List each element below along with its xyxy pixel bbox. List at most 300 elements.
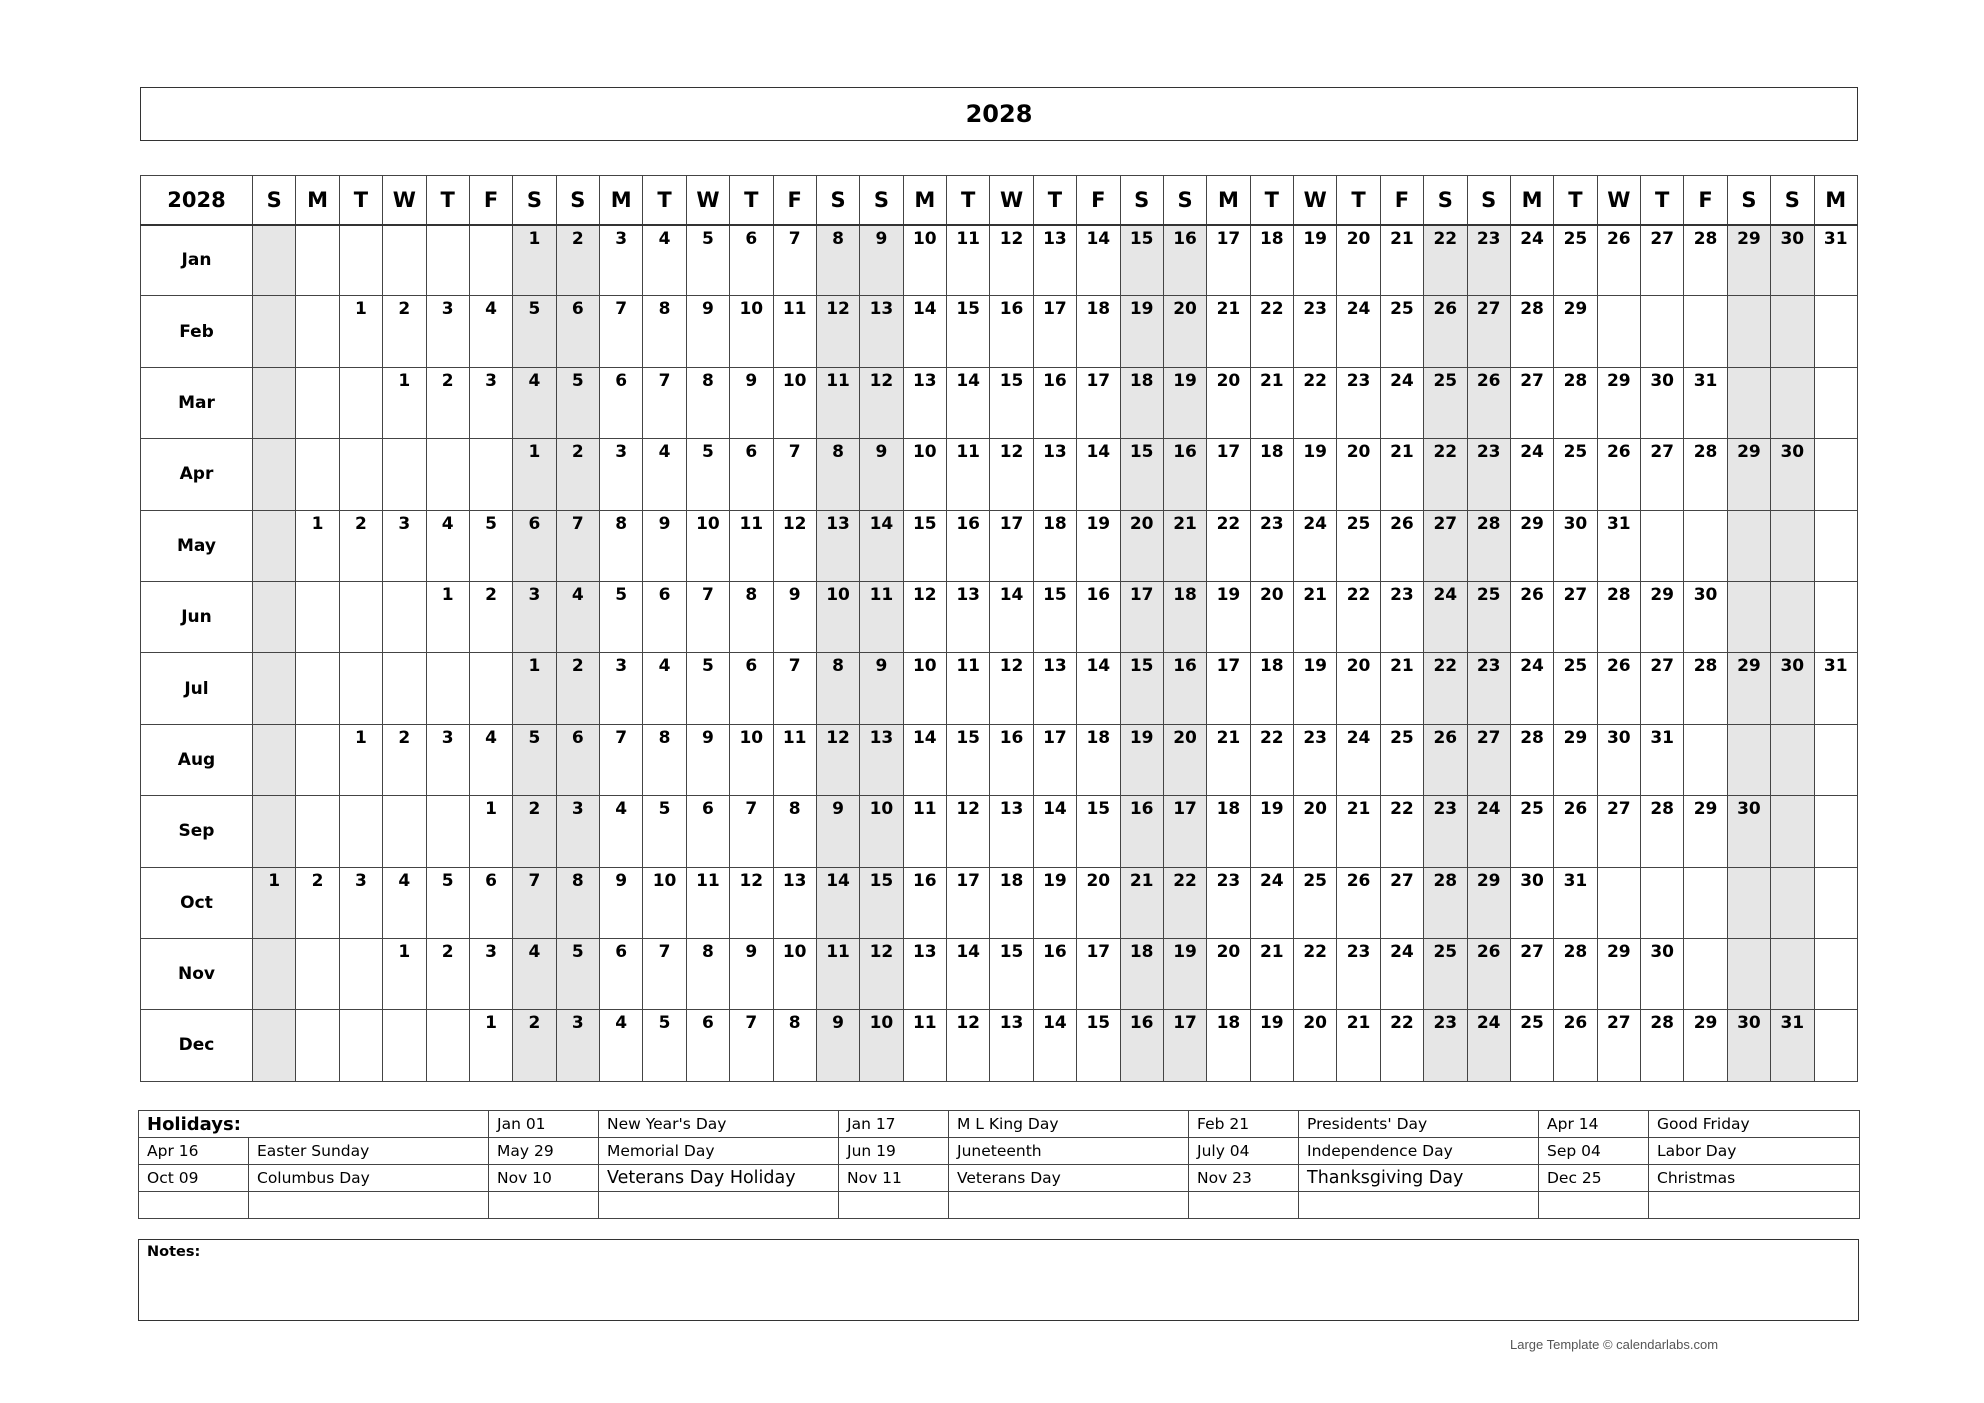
- day-cell: 17: [1207, 439, 1250, 510]
- month-row: [141, 225, 1858, 296]
- day-cell: 9: [816, 1010, 859, 1081]
- day-cell: 19: [1120, 296, 1163, 367]
- day-cell: 20: [1337, 653, 1380, 724]
- day-cell: 20: [1077, 867, 1120, 938]
- holiday-name: Christmas: [1649, 1165, 1860, 1192]
- day-cell: 11: [903, 796, 946, 867]
- day-cell: 10: [730, 296, 773, 367]
- day-cell: 10: [903, 653, 946, 724]
- empty-day-cell: [383, 581, 426, 652]
- empty-day-cell: [1814, 367, 1858, 438]
- day-cell: 16: [990, 724, 1033, 795]
- weekday-header-cell: S: [1120, 176, 1163, 225]
- empty-day-cell: [1727, 510, 1770, 581]
- day-cell: 2: [383, 724, 426, 795]
- day-cell: 7: [600, 724, 643, 795]
- day-cell: 5: [513, 724, 556, 795]
- holiday-name: [249, 1192, 489, 1219]
- day-cell: 16: [947, 510, 990, 581]
- day-cell: 17: [1120, 581, 1163, 652]
- day-cell: 26: [1510, 581, 1553, 652]
- day-cell: 2: [513, 796, 556, 867]
- empty-day-cell: [1814, 581, 1858, 652]
- day-cell: 27: [1510, 938, 1553, 1009]
- day-cell: 19: [1294, 439, 1337, 510]
- day-cell: 17: [1077, 367, 1120, 438]
- empty-day-cell: [426, 225, 469, 296]
- year-label: 2028: [141, 176, 253, 225]
- holiday-date: Nov 23: [1189, 1165, 1299, 1192]
- month-row: [141, 1010, 1858, 1081]
- holiday-name: Good Friday: [1649, 1111, 1860, 1138]
- day-cell: 6: [513, 510, 556, 581]
- empty-day-cell: [1771, 581, 1814, 652]
- day-cell: 19: [1250, 796, 1293, 867]
- day-cell: 8: [816, 225, 859, 296]
- day-cell: 10: [860, 796, 903, 867]
- day-cell: 23: [1250, 510, 1293, 581]
- day-cell: 5: [513, 296, 556, 367]
- day-cell: 19: [1294, 653, 1337, 724]
- day-cell: 28: [1510, 724, 1553, 795]
- day-cell: 24: [1337, 296, 1380, 367]
- day-cell: 17: [1033, 296, 1076, 367]
- empty-day-cell: [1814, 296, 1858, 367]
- holiday-date: Jan 01: [489, 1111, 599, 1138]
- day-cell: 20: [1120, 510, 1163, 581]
- holiday-row: [139, 1165, 1860, 1192]
- day-cell: 11: [816, 938, 859, 1009]
- day-cell: 6: [469, 867, 512, 938]
- day-cell: 18: [1077, 724, 1120, 795]
- day-cell: 22: [1424, 225, 1467, 296]
- day-cell: 19: [1250, 1010, 1293, 1081]
- day-cell: 6: [556, 724, 599, 795]
- holiday-date: [839, 1192, 949, 1219]
- day-cell: 22: [1294, 367, 1337, 438]
- weekday-header-row: [141, 176, 1858, 225]
- day-cell: 16: [1163, 439, 1206, 510]
- day-cell: 25: [1294, 867, 1337, 938]
- day-cell: 2: [426, 938, 469, 1009]
- day-cell: 9: [860, 439, 903, 510]
- day-cell: 12: [773, 510, 816, 581]
- day-cell: 6: [730, 653, 773, 724]
- day-cell: 8: [600, 510, 643, 581]
- day-cell: 14: [903, 724, 946, 795]
- day-cell: 1: [339, 296, 382, 367]
- day-cell: 15: [990, 938, 1033, 1009]
- day-cell: 17: [1077, 938, 1120, 1009]
- day-cell: 20: [1207, 938, 1250, 1009]
- day-cell: 9: [686, 724, 729, 795]
- day-cell: 31: [1771, 1010, 1814, 1081]
- empty-day-cell: [339, 439, 382, 510]
- day-cell: 26: [1597, 653, 1640, 724]
- holiday-row: [139, 1192, 1860, 1219]
- empty-day-cell: [1727, 867, 1770, 938]
- month-row: [141, 367, 1858, 438]
- day-cell: 16: [1163, 653, 1206, 724]
- empty-day-cell: [426, 653, 469, 724]
- day-cell: 16: [1033, 367, 1076, 438]
- weekday-header-cell: W: [990, 176, 1033, 225]
- day-cell: 10: [686, 510, 729, 581]
- day-cell: 27: [1467, 296, 1510, 367]
- day-cell: 22: [1294, 938, 1337, 1009]
- month-label: Sep: [141, 796, 253, 867]
- day-cell: 9: [686, 296, 729, 367]
- day-cell: 12: [860, 367, 903, 438]
- weekday-header-cell: T: [1337, 176, 1380, 225]
- day-cell: 24: [1510, 225, 1553, 296]
- empty-day-cell: [1727, 296, 1770, 367]
- month-row: [141, 296, 1858, 367]
- day-cell: 16: [1033, 938, 1076, 1009]
- day-cell: 4: [469, 724, 512, 795]
- empty-day-cell: [296, 1010, 339, 1081]
- holiday-date: Oct 09: [139, 1165, 249, 1192]
- weekday-header-cell: F: [773, 176, 816, 225]
- holiday-date: Jun 19: [839, 1138, 949, 1165]
- day-cell: 1: [513, 225, 556, 296]
- day-cell: 3: [600, 439, 643, 510]
- day-cell: 12: [860, 938, 903, 1009]
- day-cell: 7: [773, 225, 816, 296]
- day-cell: 5: [643, 1010, 686, 1081]
- day-cell: 21: [1380, 653, 1423, 724]
- day-cell: 16: [990, 296, 1033, 367]
- day-cell: 27: [1467, 724, 1510, 795]
- empty-day-cell: [1684, 296, 1727, 367]
- day-cell: 4: [643, 225, 686, 296]
- day-cell: 26: [1424, 296, 1467, 367]
- day-cell: 3: [426, 724, 469, 795]
- day-cell: 21: [1250, 938, 1293, 1009]
- day-cell: 18: [990, 867, 1033, 938]
- day-cell: 1: [426, 581, 469, 652]
- day-cell: 7: [730, 1010, 773, 1081]
- day-cell: 8: [556, 867, 599, 938]
- day-cell: 13: [990, 796, 1033, 867]
- day-cell: 29: [1684, 1010, 1727, 1081]
- day-cell: 21: [1294, 581, 1337, 652]
- day-cell: 17: [1163, 796, 1206, 867]
- day-cell: 1: [296, 510, 339, 581]
- empty-day-cell: [383, 439, 426, 510]
- day-cell: 14: [1033, 1010, 1076, 1081]
- day-cell: 7: [730, 796, 773, 867]
- day-cell: 31: [1684, 367, 1727, 438]
- day-cell: 15: [1120, 653, 1163, 724]
- day-cell: 8: [643, 724, 686, 795]
- weekday-header-cell: M: [296, 176, 339, 225]
- day-cell: 27: [1510, 367, 1553, 438]
- day-cell: 24: [1467, 796, 1510, 867]
- day-cell: 9: [860, 653, 903, 724]
- day-cell: 27: [1597, 1010, 1640, 1081]
- day-cell: 25: [1380, 724, 1423, 795]
- day-cell: 5: [643, 796, 686, 867]
- day-cell: 7: [600, 296, 643, 367]
- day-cell: 29: [1597, 938, 1640, 1009]
- day-cell: 12: [947, 1010, 990, 1081]
- day-cell: 15: [990, 367, 1033, 438]
- weekday-header-cell: S: [1771, 176, 1814, 225]
- empty-day-cell: [1771, 796, 1814, 867]
- day-cell: 13: [860, 296, 903, 367]
- day-cell: 14: [1033, 796, 1076, 867]
- empty-day-cell: [1814, 439, 1858, 510]
- day-cell: 22: [1163, 867, 1206, 938]
- day-cell: 23: [1294, 724, 1337, 795]
- weekday-header-cell: S: [556, 176, 599, 225]
- day-cell: 30: [1727, 796, 1770, 867]
- weekday-header-cell: W: [1597, 176, 1640, 225]
- day-cell: 6: [686, 796, 729, 867]
- month-row: [141, 510, 1858, 581]
- day-cell: 5: [600, 581, 643, 652]
- empty-day-cell: [1684, 724, 1727, 795]
- empty-day-cell: [253, 938, 296, 1009]
- weekday-header-cell: F: [1077, 176, 1120, 225]
- day-cell: 23: [1337, 367, 1380, 438]
- day-cell: 15: [947, 724, 990, 795]
- holiday-name: [1299, 1192, 1539, 1219]
- weekday-header-cell: M: [1814, 176, 1858, 225]
- day-cell: 5: [469, 510, 512, 581]
- holiday-name: M L King Day: [949, 1111, 1189, 1138]
- day-cell: 20: [1250, 581, 1293, 652]
- day-cell: 29: [1641, 581, 1684, 652]
- weekday-header-cell: W: [686, 176, 729, 225]
- day-cell: 11: [947, 653, 990, 724]
- day-cell: 9: [643, 510, 686, 581]
- holiday-date: Feb 21: [1189, 1111, 1299, 1138]
- day-cell: 22: [1424, 653, 1467, 724]
- day-cell: 30: [1771, 225, 1814, 296]
- day-cell: 13: [860, 724, 903, 795]
- day-cell: 29: [1554, 296, 1597, 367]
- day-cell: 11: [903, 1010, 946, 1081]
- day-cell: 11: [947, 439, 990, 510]
- empty-day-cell: [296, 724, 339, 795]
- day-cell: 9: [773, 581, 816, 652]
- weekday-header-cell: T: [1554, 176, 1597, 225]
- day-cell: 9: [730, 367, 773, 438]
- day-cell: 19: [1033, 867, 1076, 938]
- day-cell: 1: [339, 724, 382, 795]
- day-cell: 26: [1597, 225, 1640, 296]
- day-cell: 28: [1424, 867, 1467, 938]
- day-cell: 15: [903, 510, 946, 581]
- day-cell: 8: [773, 1010, 816, 1081]
- day-cell: 1: [383, 938, 426, 1009]
- day-cell: 11: [773, 296, 816, 367]
- month-label: Mar: [141, 367, 253, 438]
- day-cell: 18: [1250, 653, 1293, 724]
- day-cell: 18: [1250, 225, 1293, 296]
- holiday-date: Nov 10: [489, 1165, 599, 1192]
- empty-day-cell: [383, 225, 426, 296]
- weekday-header-cell: F: [1684, 176, 1727, 225]
- day-cell: 20: [1294, 1010, 1337, 1081]
- day-cell: 25: [1467, 581, 1510, 652]
- day-cell: 4: [643, 653, 686, 724]
- day-cell: 7: [556, 510, 599, 581]
- day-cell: 22: [1424, 439, 1467, 510]
- empty-day-cell: [1771, 938, 1814, 1009]
- day-cell: 4: [469, 296, 512, 367]
- day-cell: 12: [816, 724, 859, 795]
- day-cell: 28: [1684, 653, 1727, 724]
- day-cell: 31: [1814, 653, 1858, 724]
- day-cell: 10: [903, 225, 946, 296]
- day-cell: 4: [426, 510, 469, 581]
- day-cell: 30: [1597, 724, 1640, 795]
- empty-day-cell: [253, 296, 296, 367]
- empty-day-cell: [339, 796, 382, 867]
- day-cell: 1: [383, 367, 426, 438]
- day-cell: 16: [1120, 1010, 1163, 1081]
- day-cell: 1: [469, 1010, 512, 1081]
- day-cell: 29: [1510, 510, 1553, 581]
- empty-day-cell: [1727, 724, 1770, 795]
- day-cell: 22: [1380, 796, 1423, 867]
- empty-day-cell: [296, 225, 339, 296]
- day-cell: 10: [773, 367, 816, 438]
- day-cell: 29: [1727, 439, 1770, 510]
- empty-day-cell: [1771, 367, 1814, 438]
- day-cell: 10: [816, 581, 859, 652]
- holiday-name: Thanksgiving Day: [1299, 1165, 1539, 1192]
- day-cell: 6: [556, 296, 599, 367]
- empty-day-cell: [1684, 510, 1727, 581]
- empty-day-cell: [383, 653, 426, 724]
- notes-box[interactable]: [138, 1239, 1859, 1321]
- day-cell: 28: [1641, 796, 1684, 867]
- empty-day-cell: [296, 581, 339, 652]
- day-cell: 14: [1077, 653, 1120, 724]
- month-label: Jan: [141, 225, 253, 296]
- day-cell: 18: [1207, 796, 1250, 867]
- empty-day-cell: [339, 367, 382, 438]
- day-cell: 20: [1163, 296, 1206, 367]
- day-cell: 21: [1207, 724, 1250, 795]
- empty-day-cell: [426, 1010, 469, 1081]
- day-cell: 30: [1510, 867, 1553, 938]
- day-cell: 18: [1163, 581, 1206, 652]
- holiday-date: July 04: [1189, 1138, 1299, 1165]
- weekday-header-cell: T: [730, 176, 773, 225]
- day-cell: 28: [1641, 1010, 1684, 1081]
- empty-day-cell: [1727, 581, 1770, 652]
- holiday-name: Labor Day: [1649, 1138, 1860, 1165]
- month-label: Aug: [141, 724, 253, 795]
- day-cell: 15: [1077, 1010, 1120, 1081]
- day-cell: 5: [686, 225, 729, 296]
- day-cell: 31: [1597, 510, 1640, 581]
- day-cell: 14: [903, 296, 946, 367]
- day-cell: 19: [1294, 225, 1337, 296]
- day-cell: 21: [1337, 796, 1380, 867]
- weekday-header-cell: T: [947, 176, 990, 225]
- day-cell: 15: [1033, 581, 1076, 652]
- empty-day-cell: [296, 367, 339, 438]
- weekday-header-cell: S: [1727, 176, 1770, 225]
- day-cell: 4: [513, 367, 556, 438]
- day-cell: 13: [773, 867, 816, 938]
- day-cell: 30: [1554, 510, 1597, 581]
- day-cell: 2: [556, 225, 599, 296]
- day-cell: 25: [1554, 225, 1597, 296]
- day-cell: 11: [816, 367, 859, 438]
- holiday-name: Columbus Day: [249, 1165, 489, 1192]
- empty-day-cell: [1771, 724, 1814, 795]
- holiday-date: Sep 04: [1539, 1138, 1649, 1165]
- empty-day-cell: [339, 653, 382, 724]
- holiday-date: Apr 14: [1539, 1111, 1649, 1138]
- weekday-header-cell: M: [600, 176, 643, 225]
- day-cell: 10: [773, 938, 816, 1009]
- day-cell: 27: [1380, 867, 1423, 938]
- empty-day-cell: [253, 225, 296, 296]
- day-cell: 28: [1554, 938, 1597, 1009]
- holiday-date: Dec 25: [1539, 1165, 1649, 1192]
- day-cell: 26: [1467, 938, 1510, 1009]
- day-cell: 6: [730, 439, 773, 510]
- day-cell: 28: [1467, 510, 1510, 581]
- day-cell: 2: [556, 439, 599, 510]
- empty-day-cell: [1597, 867, 1640, 938]
- weekday-header-cell: F: [469, 176, 512, 225]
- day-cell: 8: [816, 439, 859, 510]
- empty-day-cell: [253, 510, 296, 581]
- weekday-header-cell: T: [1641, 176, 1684, 225]
- day-cell: 3: [600, 225, 643, 296]
- day-cell: 21: [1207, 296, 1250, 367]
- day-cell: 30: [1684, 581, 1727, 652]
- day-cell: 25: [1510, 1010, 1553, 1081]
- holidays-label: Holidays:: [139, 1111, 489, 1138]
- day-cell: 5: [556, 367, 599, 438]
- day-cell: 23: [1380, 581, 1423, 652]
- day-cell: 21: [1337, 1010, 1380, 1081]
- day-cell: 24: [1294, 510, 1337, 581]
- day-cell: 12: [990, 225, 1033, 296]
- day-cell: 23: [1467, 653, 1510, 724]
- empty-day-cell: [469, 653, 512, 724]
- day-cell: 28: [1684, 225, 1727, 296]
- day-cell: 2: [556, 653, 599, 724]
- day-cell: 31: [1814, 225, 1858, 296]
- weekday-header-cell: T: [426, 176, 469, 225]
- holiday-row: [139, 1138, 1860, 1165]
- empty-day-cell: [253, 367, 296, 438]
- empty-day-cell: [1814, 867, 1858, 938]
- day-cell: 23: [1337, 938, 1380, 1009]
- empty-day-cell: [253, 439, 296, 510]
- day-cell: 2: [426, 367, 469, 438]
- weekday-header-cell: M: [903, 176, 946, 225]
- day-cell: 18: [1120, 938, 1163, 1009]
- day-cell: 23: [1294, 296, 1337, 367]
- day-cell: 5: [426, 867, 469, 938]
- day-cell: 25: [1380, 296, 1423, 367]
- day-cell: 8: [730, 581, 773, 652]
- day-cell: 15: [1120, 225, 1163, 296]
- empty-day-cell: [1771, 510, 1814, 581]
